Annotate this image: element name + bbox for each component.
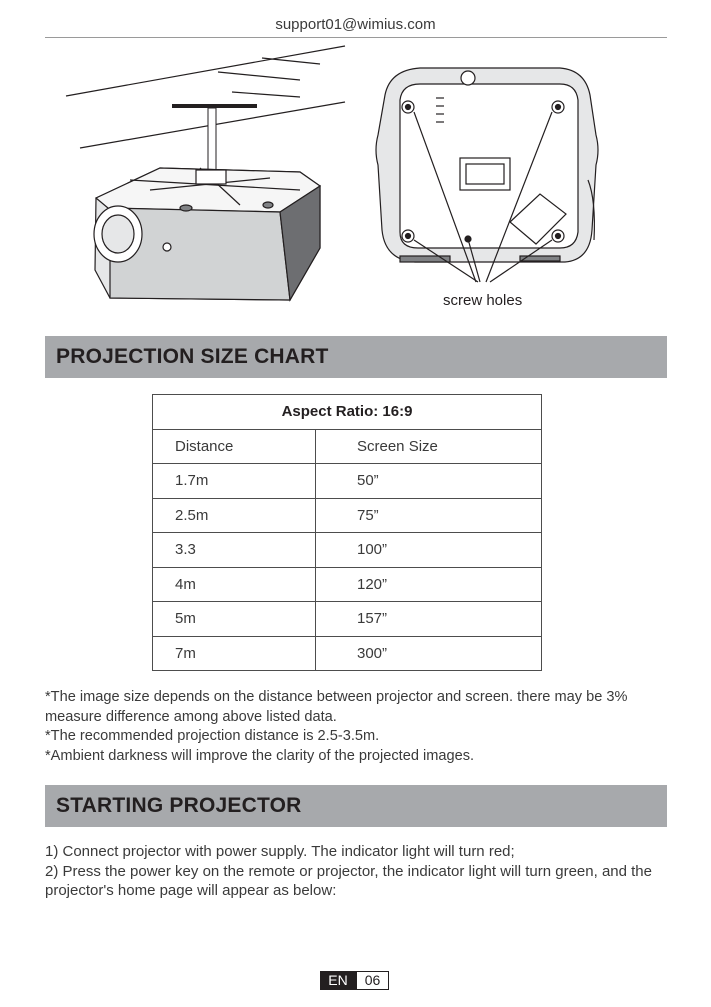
note-size-variance: *The image size depends on the distance between projector and screen. there may be 3% measure difference among above listed data. <box>45 689 628 725</box>
screen-size-cell: 100” <box>316 533 542 568</box>
header-email: support01@wimius.com <box>275 16 436 33</box>
screen-size-cell: 157” <box>316 602 542 637</box>
distance-cell: 3.3 <box>153 533 316 568</box>
table-row <box>153 498 542 533</box>
table-title-row <box>153 395 542 430</box>
screw-holes-label: screw holes <box>443 292 523 309</box>
distance-column-header: Distance <box>153 429 316 464</box>
page-number: 06 <box>356 971 389 990</box>
table-row <box>153 567 542 602</box>
projection-size-table <box>152 394 542 671</box>
starting-projector-heading-bar <box>45 785 667 827</box>
distance-cell: 5m <box>153 602 316 637</box>
distance-cell: 7m <box>153 636 316 671</box>
note-ambient-darkness: *Ambient darkness will improve the clarity of the projected images. <box>45 747 475 764</box>
table-row <box>153 602 542 637</box>
aspect-ratio-title: Aspect Ratio: 16:9 <box>153 395 542 430</box>
table-row <box>153 636 542 671</box>
page-footer <box>320 971 389 990</box>
step-press-power-key: 2) Press the power key on the remote or projector, the indicator light will turn green, and the projector's home page will appear as below: <box>45 862 652 899</box>
screen-size-column-header: Screen Size <box>316 429 542 464</box>
distance-cell: 1.7m <box>153 464 316 499</box>
table-header-row <box>153 429 542 464</box>
starting-projector-heading: STARTING PROJECTOR <box>56 794 302 817</box>
language-badge: EN <box>320 971 356 990</box>
header-divider <box>45 37 667 38</box>
screen-size-cell: 120” <box>316 567 542 602</box>
screen-size-cell: 75” <box>316 498 542 533</box>
step-connect-power: 1) Connect projector with power supply. The indicator light will turn red; <box>45 843 515 860</box>
starting-steps <box>45 842 669 901</box>
screen-size-cell: 50” <box>316 464 542 499</box>
note-recommended-distance: *The recommended projection distance is 2.5-3.5m. <box>45 728 380 744</box>
ceiling-mount-illustration <box>0 40 711 330</box>
table-row <box>153 533 542 568</box>
table-row <box>153 464 542 499</box>
distance-cell: 2.5m <box>153 498 316 533</box>
projection-size-chart-heading-bar <box>45 336 667 378</box>
size-chart-notes <box>45 688 669 766</box>
distance-cell: 4m <box>153 567 316 602</box>
screen-size-cell: 300” <box>316 636 542 671</box>
projection-size-chart-heading: PROJECTION SIZE CHART <box>56 345 329 368</box>
